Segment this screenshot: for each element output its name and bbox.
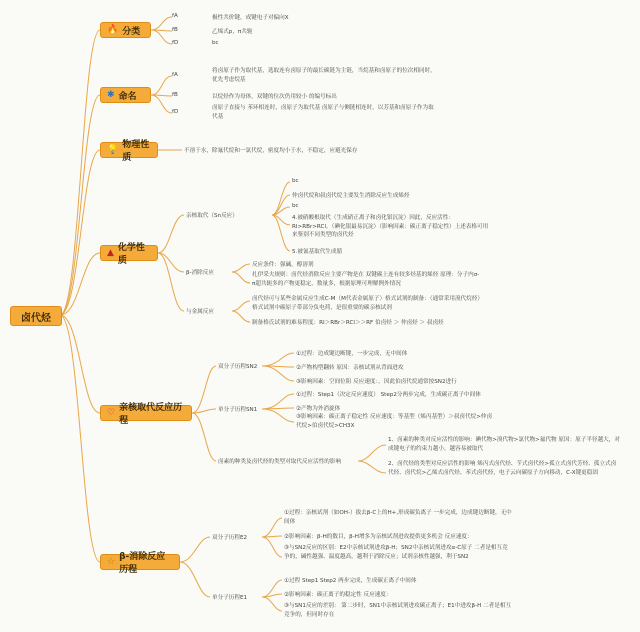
category-label: 亲核取代反应历程: [119, 403, 183, 426]
sn2-item: ①过程：边成键边断键，一步完成，无中间体: [296, 351, 408, 357]
e1-item: ②影响因素：碳正离子的稳定性 反应速度：: [284, 592, 392, 598]
effect-item: 1、卤素的种类对反应活性的影响：碘代物>溴代物>氯代物>氟代物 原因：原子半径越大，对成键电子的约束力越小，越容易被取代: [388, 437, 620, 452]
category-label: 物理性质: [122, 140, 150, 163]
sn1-label: 单分子历程SN1: [218, 407, 258, 413]
category-label: 命名: [118, 91, 137, 102]
e1-label: 单分子历程E1: [212, 595, 248, 601]
sn-item: bc: [292, 178, 299, 184]
lightbulb-icon: 💡: [107, 144, 119, 155]
e1-item: ③与SN1反应的差别： 第二步时，SN1中亲核试剂进攻碳正离子；E1中进攻β-H 二者是相互竞争的，但同时存在: [284, 603, 512, 618]
e2-label: 双分子历程E2: [212, 535, 248, 541]
sn-item: 仲卤代烷和叔卤代烷主要发生消除反应生成烯烃: [292, 193, 410, 199]
leaf-key: fB: [172, 27, 178, 33]
sn-item: 4.被硝酸根取代（生成硝正离子和卤化银沉淀）因此，反应活性：RI>RBr>RCl。（碘化银最易沉淀）（影响因素：碳正离子稳定性）上述表格可用来鉴别不同类型的卤代烃: [292, 215, 489, 239]
leaf-text: 卤原子直接与 苯环相连时，卤原子为取代基 卤原子与侧链相连时，以芳基和卤原子作为取代基: [212, 105, 434, 120]
leaf-text: bc: [212, 40, 219, 46]
category-label: 分类: [122, 26, 141, 37]
effect-item: 2、卤代烃的类型对反应活性的影响 烯丙式卤代烃、苄式卤代烃>孤立式卤代芳烃、孤立式卤代烃、卤代烷>乙烯式卤代烃、苯式卤代烃，电子云向碳原子方向移动，C-X键更稳固: [388, 461, 617, 476]
leaf-text: 以烷烃作为母体，双键的位次仍用较小 的编号标出: [212, 94, 337, 100]
sn2-label: 双分子历程SN2: [218, 364, 258, 370]
category-label: 化学性质: [117, 243, 145, 266]
beta-elimination-label: β-消除反应: [186, 270, 214, 276]
category-sn-mechanism[interactable]: [100, 403, 192, 426]
leaf-key: fD: [172, 109, 179, 115]
leaf-key: fD: [172, 40, 179, 46]
sn2-item: ③影响因素：空间位阻 反应速度：。因此伯卤代烷通常按SN2进行: [296, 379, 457, 385]
leaf-key: fB: [172, 92, 178, 98]
fire-icon: 🔥: [107, 24, 119, 35]
e2-item: ①过程：亲核试剂（如OH-）拔去β-C上的H+,形成碳负离子 一步完成，边成键边断键，无中间体: [284, 510, 512, 525]
sn2-item: ②产物构型翻转 原因：亲核试剂从背面进攻: [296, 365, 404, 371]
category-elimination-mechanism[interactable]: [100, 552, 180, 575]
sn-item: 5.被氰基取代生成腈: [292, 249, 343, 255]
metal-reaction-label: 与金属反应: [186, 309, 214, 315]
leaf-text: 将卤原子作为取代基，选取连有卤原子的最长碳链为主链，当烷基和卤原子的位次相同时，优先考虑烷基: [212, 68, 436, 83]
heart-icon: ♡: [107, 407, 116, 418]
category-label: β-消除反应历程: [119, 552, 166, 575]
physical-text: 不溶于水，除氟代烷和一氯代烷，密度均小于水，不稳定，应避光保存: [184, 148, 358, 154]
gear-icon: ✱: [107, 89, 115, 100]
sn-item: bc: [292, 203, 299, 209]
e2-item: ③与SN2反应的区别：E2中亲核试剂进攻β-H；SN2中亲核试剂进攻α-C原子 二者是相互竞争的，碱性越强、温度越高，越利于消除反应；试剂亲核性越强，利于SN2: [284, 545, 508, 560]
leaf-text: 乙烯式p，π共轭: [212, 29, 253, 35]
root-label: 卤代烃: [21, 312, 51, 324]
metal-item: 卤代烃可与某些金属反应生成C-M（M代表金属原子）格式试剂的制备：（通常采用溴代烷烃） 格式试剂中碳原子带部分负电荷，是很重要的碳亲核试剂: [252, 296, 483, 311]
leaf-key: fA: [172, 72, 178, 78]
leaf-key: fA: [172, 13, 178, 19]
effect-label: 卤素的种类及卤代烃的类型对取代反应活性的影响: [218, 459, 342, 465]
beta-item: 扎伊采夫规则：卤代烃消除反应主要产物是在 双键碳上连有较多烃基的烯烃 原理：分子内σ-π超共轭多的产物更稳定，数量多，根据原理可理解例外情况: [252, 272, 480, 287]
root-node[interactable]: [10, 306, 62, 326]
sn1-item: ①过程：Step1（决定反应速度） Step2分两步完成，生成碳正离子中间体: [296, 392, 481, 398]
e1-item: ①过程 Step1 Step2 两步完成，生成碳正离子中间体: [284, 578, 417, 584]
category-classification[interactable]: [100, 22, 151, 38]
metal-item: 制备格氏试剂的难易程度：RI＞RBr＞RCl＞＞RF 伯卤烃 ＞ 仲卤烃 ＞ 叔卤烃: [252, 320, 444, 326]
sn1-item: ②产物为外消旋体: [296, 406, 341, 412]
sn1-item: ③影响因素：碳正离子稳定性 反应速度：等基型（烯丙基型）＞叔卤代烷>仲卤代烷>伯卤代烷>CH3X: [296, 414, 493, 429]
leaf-text: 极性共价键，成键电子对偏向X: [212, 15, 289, 21]
star-icon: ☆: [107, 556, 116, 567]
e2-item: ②影响因素：β-H的数目，β-H增多为亲核试剂进攻提供更多机会 反应速度：: [284, 534, 473, 540]
category-naming[interactable]: [100, 87, 151, 103]
beta-item: 反应条件：强碱，醇溶剂: [252, 262, 314, 268]
flag-icon: ▲: [107, 247, 114, 258]
sn-reaction-label: 亲核取代（Sn反应）: [186, 213, 238, 219]
category-physical[interactable]: [100, 140, 158, 163]
category-chemical[interactable]: [100, 243, 158, 266]
